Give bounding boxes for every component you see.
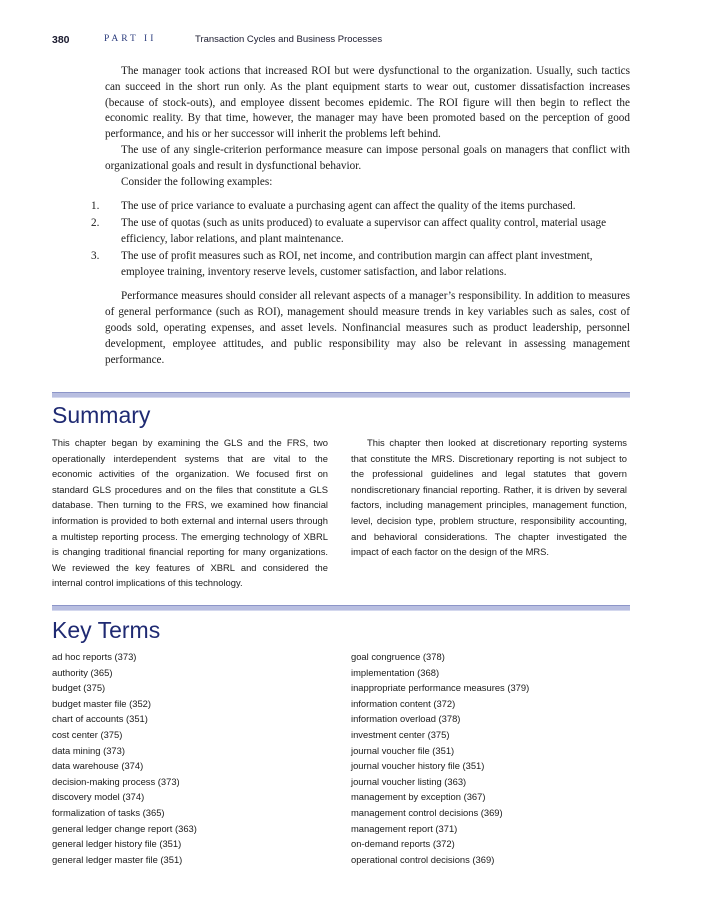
summary-heading: Summary [52, 402, 151, 428]
paragraph: The use of any single-criterion performance measure can impose personal goals on managers that conflict with organizational goals and result in dysfunctional behavior. [105, 143, 630, 172]
body-text [91, 64, 630, 368]
list-number: 2. [91, 217, 100, 230]
paragraph: Consider the following examples: [121, 175, 273, 188]
key-term: cost center (375) [52, 728, 123, 740]
list-item-text: The use of price variance to evaluate a purchasing agent can affect the quality of the items purchased. [121, 200, 576, 213]
key-terms-list [351, 649, 529, 867]
key-term: information content (372) [351, 697, 456, 709]
key-term: management report (371) [351, 822, 458, 834]
running-header [52, 34, 679, 48]
key-term: data warehouse (374) [52, 760, 144, 772]
key-term: chart of accounts (351) [52, 713, 148, 725]
summary-left-column [52, 435, 328, 591]
key-term: journal voucher file (351) [351, 744, 455, 756]
key-term: budget master file (352) [52, 697, 152, 709]
page-number: 380 [52, 34, 70, 46]
key-term: journal voucher history file (351) [351, 760, 485, 772]
key-term: data mining (373) [52, 744, 125, 756]
key-term: general ledger history file (351) [52, 838, 182, 850]
running-chapter-title: Transaction Cycles and Business Processes [195, 34, 383, 45]
key-term: general ledger master file (351) [52, 853, 183, 865]
key-term: goal congruence (378) [351, 651, 445, 662]
key-terms-heading: Key Terms [52, 617, 161, 643]
summary-paragraph: This chapter began by examining the GLS and the FRS, two operationally interdependent systems that are vital to the economic activities of the organization. We focused first on standard GLS procedures and on the files that constitute a GLS database. Then turning to the FRS, we examined how financial information is provided to both external and internal users through a multistep reporting process. The emerging technology of XBRL is changing traditional financial reporting for many organizations. We reviewed the key features of XBRL and considered the internal control implications of this technology. [52, 437, 328, 589]
list-item-text: The use of profit measures such as ROI, net income, and contribution margin can affect plant investment, employee training, inventory reserve levels, customer satisfaction, and labor relations. [121, 249, 593, 278]
key-term: authority (365) [52, 666, 113, 678]
list-item-text: The use of quotas (such as units produced) to evaluate a supervisor can affect quality control, material usage efficiency, labor relations, and plant maintenance. [121, 217, 607, 245]
list-item [91, 216, 630, 248]
key-term: operational control decisions (369) [351, 853, 495, 865]
examples-list [91, 199, 630, 280]
key-term: journal voucher listing (363) [351, 775, 467, 787]
list-item [91, 249, 630, 281]
key-term: management by exception (367) [351, 791, 486, 803]
list-item [91, 199, 630, 215]
key-term: decision-making process (373) [52, 775, 180, 787]
key-term: discovery model (374) [52, 791, 145, 803]
key-term: investment center (375) [351, 728, 450, 740]
key-term: general ledger change report (363) [52, 822, 197, 834]
key-term: on-demand reports (372) [351, 838, 455, 850]
key-term: budget (375) [52, 682, 106, 694]
summary-right-column [351, 435, 627, 560]
list-number: 3. [91, 249, 100, 262]
key-term: information overload (378) [351, 713, 461, 725]
summary-paragraph: This chapter then looked at discretionary reporting systems that constitute the MRS. Discretionary reporting is not subject to the professional guidelines and legal statutes that govern nondiscretionary financial reporting. Rather, it is driven by several factors, including management principles, management function, level, decision type, problem structure, responsibility accounting, and behavioral considerations. The chapter investigated the impact of each factor on the design of the MRS. [351, 437, 627, 558]
key-term: management control decisions (369) [351, 806, 503, 818]
section-divider [52, 605, 630, 611]
key-terms-list [52, 649, 197, 867]
section-divider [52, 392, 630, 398]
list-number: 1. [91, 200, 100, 213]
key-term: ad hoc reports (373) [52, 651, 137, 662]
key-term: implementation (368) [351, 666, 440, 678]
key-terms-right-column [351, 649, 529, 867]
paragraph: Performance measures should consider all relevant aspects of a manager’s responsibility. In addition to measures of general performance (such as ROI), management should measure trends in key variables such as sales, cost of goods sold, operating expenses, and asset levels. Nonfinancial measures such as product leadership, personnel development, employee attitudes, and public responsibility may also be relevant in assessing management performance. [105, 290, 630, 366]
paragraph: The manager took actions that increased ROI but were dysfunctional to the organization. Usually, such tactics can succeed in the short run only. As the plant equipment starts to wear out, customer dissatisfaction increases (because of stock-outs), and employee dissent becomes epidemic. The ROI figure will then begin to reflect the economic reality. By that time, however, the manager may have been promoted based on the perception of good performance, and his or her successor will inherit the problems left behind. [105, 65, 630, 141]
key-term: formalization of tasks (365) [52, 806, 165, 818]
key-term: inappropriate performance measures (379) [351, 682, 530, 694]
key-terms-left-column [52, 649, 197, 867]
part-label: PART II [104, 34, 157, 44]
